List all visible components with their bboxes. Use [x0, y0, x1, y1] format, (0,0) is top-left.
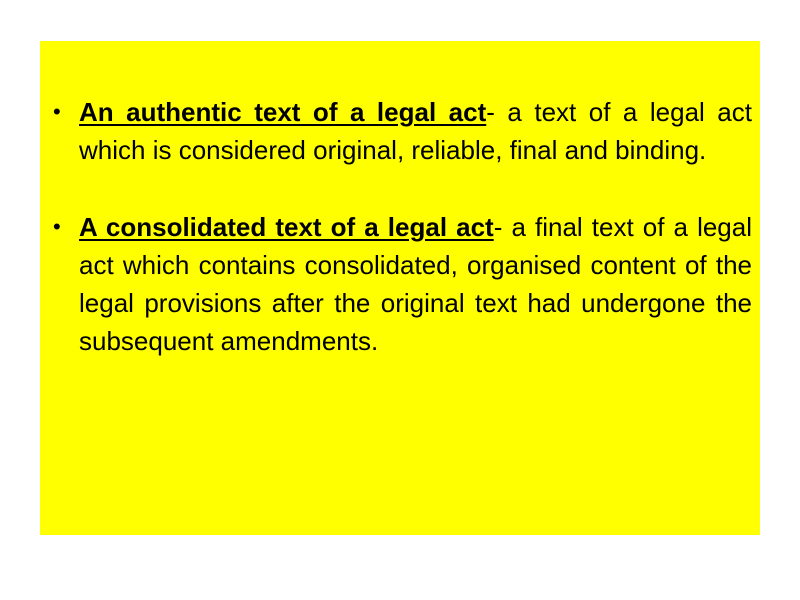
bullet-icon: • [53, 99, 61, 124]
definition-consolidated-text: - a final text of a legal act which contains consolidated, organised content of the legal provisions after the original text had undergone the subsequent amendments. [79, 212, 752, 356]
content-panel [40, 41, 760, 535]
term-authentic-text: An authentic text of a legal act [79, 97, 487, 127]
bullet-item-authentic-text [40, 93, 760, 169]
bullet-item-consolidated-text [40, 208, 760, 360]
term-consolidated-text: A consolidated text of a legal act [79, 212, 494, 242]
bullet-icon: • [53, 214, 61, 239]
definition-authentic-text: - a text of a legal act which is considered original, reliable, final and binding. [79, 97, 752, 165]
bullet-list [40, 93, 760, 399]
